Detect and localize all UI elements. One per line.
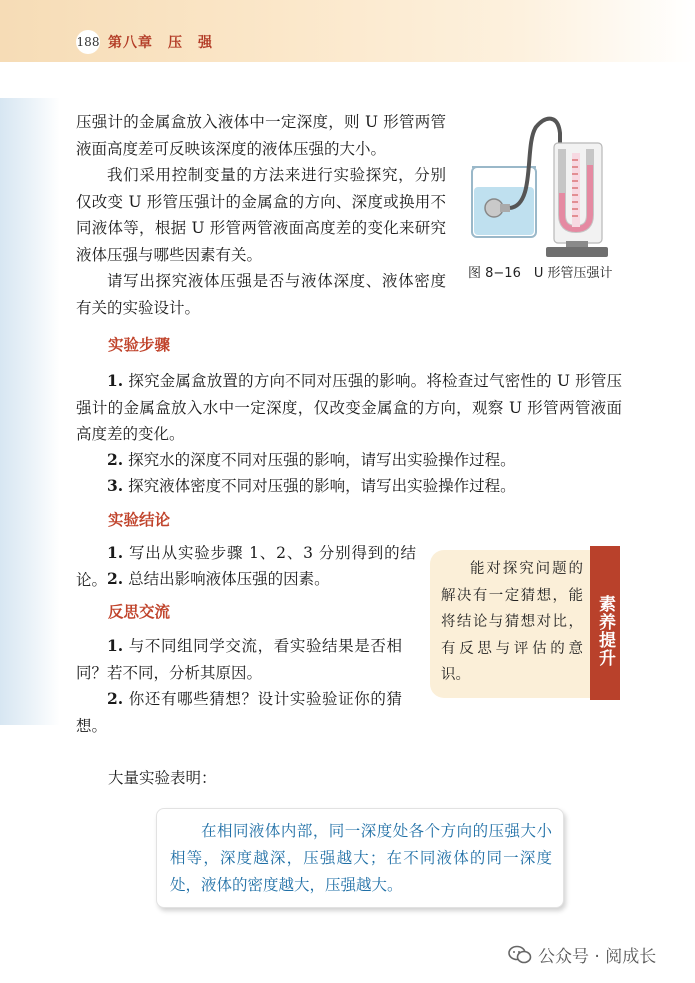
watermark	[508, 942, 656, 967]
page-number: 188	[76, 30, 100, 54]
conclusion-item-1-number: 1.	[107, 543, 124, 562]
conclusion-title: 实验结论	[108, 511, 171, 529]
intro-paragraph-1: 压强计的金属盒放入液体中一定深度，则 U 形管两管液面高度差可反映该深度的液体压强的大小。	[76, 113, 446, 158]
steps-item-3-text: 探究液体密度不同对压强的影响，请写出实验操作过程。	[128, 477, 516, 495]
conclusion-box-text: 在相同液体内部，同一深度处各个方向的压强大小相等，深度越深，压强越大；在不同液体的同一深度处，液体的密度越大，压强越大。	[170, 822, 552, 894]
steps-item-3-number: 3.	[107, 476, 124, 495]
reflection-item-2	[76, 686, 402, 739]
steps-item-3	[76, 473, 622, 500]
figure-caption: 图 8−16 U 形管压强计	[468, 266, 613, 281]
wechat-icon	[508, 945, 532, 965]
steps-item-2	[76, 447, 622, 474]
steps-item-2-number: 2.	[107, 450, 124, 469]
u-tube-manometer-figure	[466, 105, 616, 260]
conclusion-item-2-number: 2.	[107, 569, 124, 588]
steps-item-1	[76, 368, 622, 448]
steps-item-1-number: 1.	[107, 371, 124, 390]
reflection-item-1-text: 与不同组同学交流，看实验结果是否相同？若不同，分析其原因。	[76, 637, 402, 682]
side-decoration-band	[0, 98, 60, 725]
summary-lead: 大量实验表明：	[108, 769, 217, 787]
intro-paragraph-2: 我们采用控制变量的方法来进行实验探究，分别仅改变 U 形管压强计的金属盒的方向、深度或换用不同液体等，根据 U 形管两管液面高度差的变化来研究液体压强与哪些因素有关。	[76, 166, 446, 264]
page-header	[0, 0, 695, 62]
chapter-title: 第八章 压 强	[108, 35, 213, 51]
literacy-tip-text: 能对探究问题的解决有一定猜想，能将结论与猜想对比，有反思与评估的意识。	[441, 561, 583, 683]
reflection-item-1-number: 1.	[107, 636, 124, 655]
literacy-tip-tag: 素养提升	[590, 546, 620, 700]
steps-item-1-text: 探究金属盒放置的方向不同对压强的影响。将检查过气密性的 U 形管压强计的金属盒放入水中一定深度，仅改变金属盒的方向，观察 U 形管两管液面高度差的变化。	[76, 372, 622, 443]
watermark-text: 公众号 · 阅成长	[538, 947, 657, 967]
reflection-item-2-number: 2.	[107, 689, 124, 708]
steps-item-2-text: 探究水的深度不同对压强的影响，请写出实验操作过程。	[128, 451, 516, 469]
conclusion-item-2	[76, 566, 416, 593]
steps-title: 实验步骤	[108, 336, 171, 354]
intro-paragraph-3: 请写出探究液体压强是否与液体深度、液体密度有关的实验设计。	[76, 272, 446, 317]
conclusion-item-2-text: 总结出影响液体压强的因素。	[128, 570, 330, 588]
conclusion-item-1-text: 写出从实验步骤 1、2、3 分别得到的结论。	[76, 544, 416, 589]
reflection-title: 反思交流	[108, 603, 171, 621]
reflection-item-1	[76, 633, 402, 686]
reflection-item-2-text: 你还有哪些猜想？设计实验验证你的猜想。	[76, 690, 402, 735]
